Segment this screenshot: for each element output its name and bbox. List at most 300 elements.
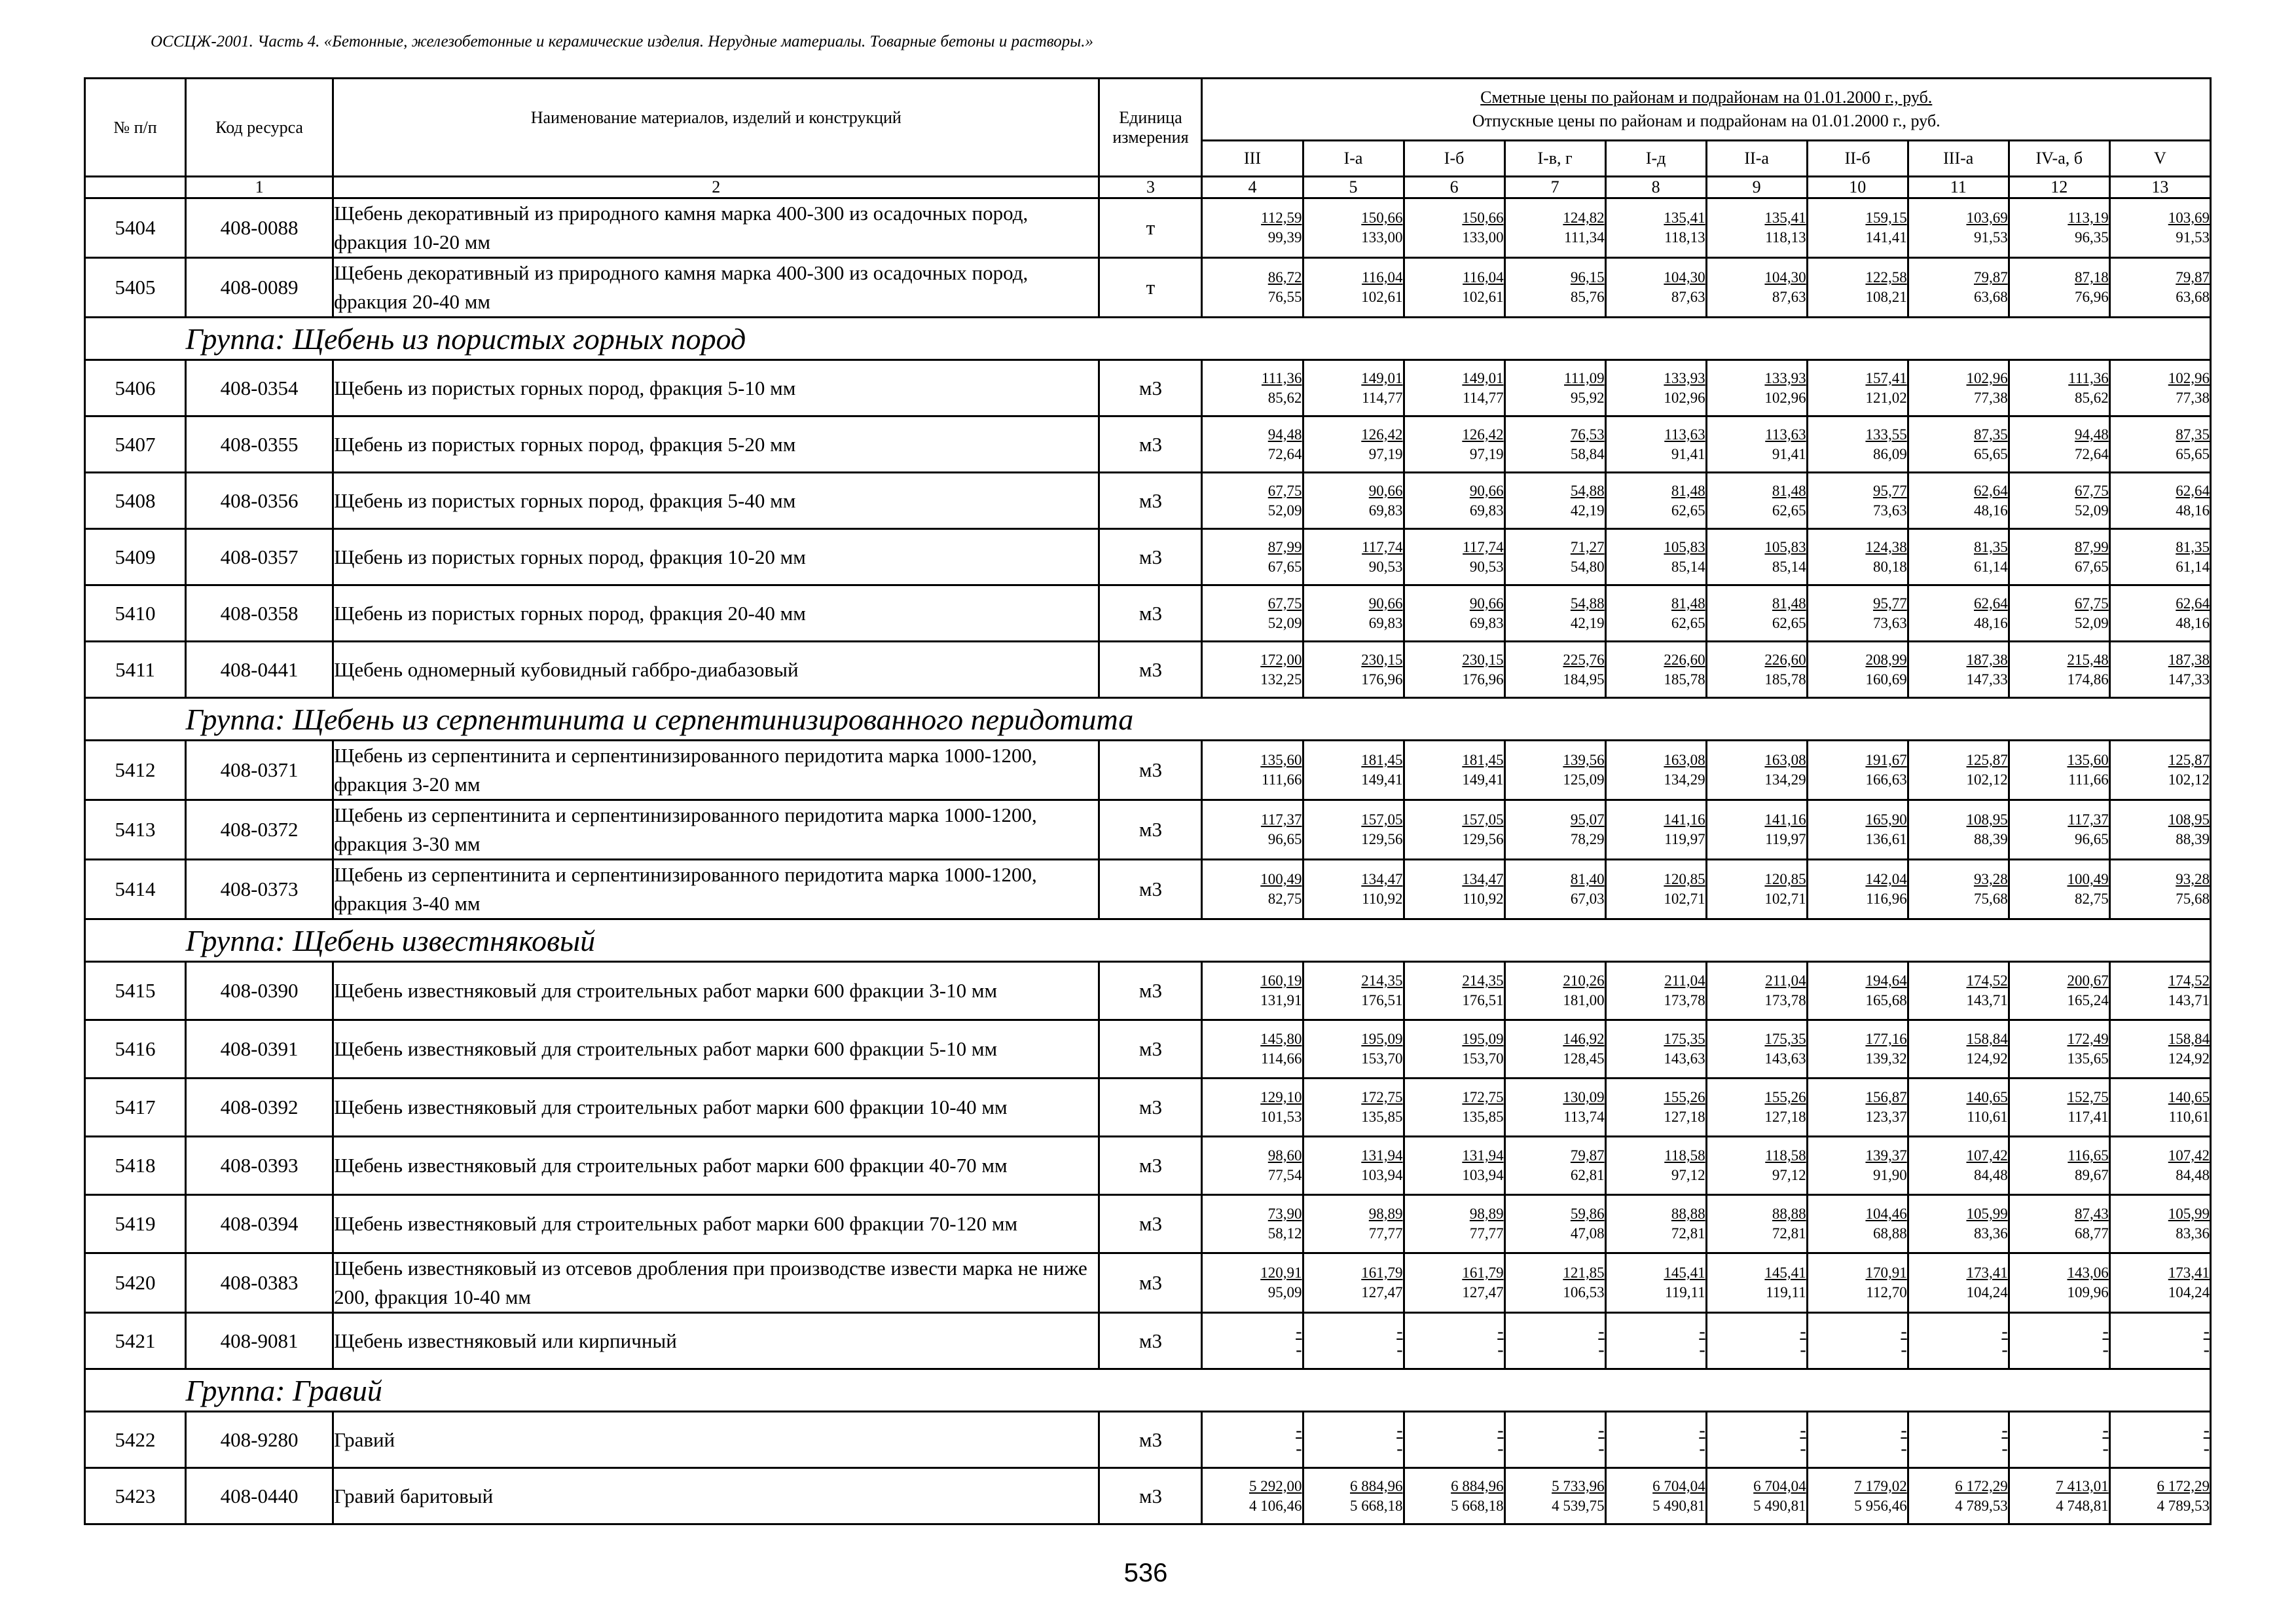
release-price: 54,80 <box>1570 558 1605 575</box>
release-price: 72,64 <box>1267 445 1302 462</box>
row-number: 5416 <box>85 1020 186 1079</box>
estimated-price: 94,48 <box>1267 426 1302 443</box>
release-price: 87,63 <box>1772 289 1806 305</box>
group-row <box>85 919 2211 962</box>
price-cell <box>1202 1468 1303 1524</box>
release-price: 75,68 <box>1973 891 2008 907</box>
price-cell <box>1706 860 1807 919</box>
release-price: 77,77 <box>1469 1225 1504 1242</box>
estimated-price: 143,06 <box>2067 1264 2109 1281</box>
price-cell <box>1504 1020 1605 1079</box>
price-cell <box>1908 962 2009 1020</box>
estimated-price: 104,46 <box>1865 1206 1907 1222</box>
release-price: 109,96 <box>2067 1284 2109 1301</box>
column-number: 6 <box>1404 177 1504 198</box>
release-price: 153,70 <box>1361 1050 1403 1067</box>
price-cell <box>1807 473 1908 529</box>
release-price: 95,09 <box>1267 1284 1302 1301</box>
price-cell <box>1404 741 1504 800</box>
estimated-price: 187,38 <box>2168 651 2210 668</box>
estimated-price: 107,42 <box>1966 1147 2008 1164</box>
release-price: 61,14 <box>1973 558 2008 575</box>
price-cell <box>1504 198 1605 258</box>
release-price: 52,09 <box>2075 614 2109 631</box>
column-number-blank <box>85 177 186 198</box>
estimated-price: 145,41 <box>1664 1264 1705 1281</box>
release-price: 5 668,18 <box>1350 1497 1403 1514</box>
release-price: 119,97 <box>1765 831 1806 847</box>
material-name: Гравий баритовый <box>333 1468 1099 1524</box>
price-cell <box>2109 962 2210 1020</box>
estimated-price: - <box>1598 1321 1605 1342</box>
estimated-price: 156,87 <box>1865 1089 1907 1105</box>
estimated-price: 134,47 <box>1462 871 1504 887</box>
price-cell <box>1908 1137 2009 1195</box>
price-cell <box>1404 1195 1504 1253</box>
material-name: Щебень из серпентинита и серпентинизированного перидотита марка 1000-1200, фракция 3-30 мм <box>333 800 1099 860</box>
release-price: 147,33 <box>2168 671 2210 688</box>
release-price: 96,65 <box>1267 831 1302 847</box>
release-price: 62,65 <box>1772 502 1806 519</box>
estimated-price: 210,26 <box>1563 972 1605 989</box>
price-cell <box>1807 198 1908 258</box>
estimated-price: 174,52 <box>1966 972 2008 989</box>
group-row-blank <box>85 1369 186 1412</box>
estimated-price: 129,10 <box>1260 1089 1302 1105</box>
estimated-price: - <box>1296 1321 1302 1342</box>
estimated-price: 107,42 <box>2168 1147 2210 1164</box>
estimated-price: 5 292,00 <box>1249 1477 1302 1494</box>
release-price: 111,66 <box>2068 771 2109 788</box>
price-cell <box>1706 473 1807 529</box>
estimated-price: 87,43 <box>2075 1206 2109 1222</box>
price-cell <box>2109 416 2210 473</box>
release-price: - <box>1296 1339 1302 1360</box>
price-cell <box>1303 360 1404 416</box>
group-row-blank <box>85 919 186 962</box>
release-price: 102,71 <box>1664 891 1705 907</box>
release-price: 4 106,46 <box>1249 1497 1302 1514</box>
estimated-price: 215,48 <box>2067 651 2109 668</box>
material-name: Щебень декоративный из природного камня марка 400-300 из осадочных пород, фракция 20-40 мм <box>333 258 1099 318</box>
price-cell <box>1404 642 1504 698</box>
price-cell <box>2109 1137 2210 1195</box>
price-cell <box>1404 1079 1504 1137</box>
price-cell <box>1202 473 1303 529</box>
estimated-price: 142,04 <box>1865 871 1907 887</box>
release-price: 127,18 <box>1664 1109 1705 1125</box>
estimated-price: 146,92 <box>1563 1031 1605 1047</box>
price-cell <box>1605 416 1706 473</box>
price-cell <box>1605 1468 1706 1524</box>
release-price: 160,69 <box>1865 671 1907 688</box>
district-header: II-б <box>1807 141 1908 177</box>
material-name: Щебень одномерный кубовидный габбро-диабазовый <box>333 642 1099 698</box>
price-cell <box>1202 741 1303 800</box>
estimated-price: 226,60 <box>1664 651 1705 668</box>
estimated-price: 177,16 <box>1865 1031 1907 1047</box>
table-row <box>85 741 2211 800</box>
price-cell <box>1807 585 1908 642</box>
table-row <box>85 1079 2211 1137</box>
price-cell <box>1504 1137 1605 1195</box>
price-cell <box>1706 198 1807 258</box>
release-price: 58,12 <box>1267 1225 1302 1242</box>
price-cell <box>1908 473 2009 529</box>
price-cell <box>1807 1137 1908 1195</box>
estimated-price: 117,37 <box>2068 811 2109 828</box>
release-price: 185,78 <box>1764 671 1806 688</box>
price-cell <box>1706 416 1807 473</box>
price-cell <box>1504 800 1605 860</box>
estimated-price: 62,64 <box>1973 595 2008 612</box>
estimated-price: 102,96 <box>2168 369 2210 386</box>
row-number: 5412 <box>85 741 186 800</box>
release-price: 173,78 <box>1764 992 1806 1008</box>
release-price: 88,39 <box>1973 831 2008 847</box>
release-price: 85,76 <box>1570 289 1605 305</box>
release-price: 4 539,75 <box>1552 1497 1605 1514</box>
price-cell <box>1807 800 1908 860</box>
release-price: 135,85 <box>1462 1109 1504 1125</box>
release-price: 77,38 <box>1973 389 2008 406</box>
release-price: 134,29 <box>1664 771 1705 788</box>
estimated-price: 135,60 <box>2067 752 2109 768</box>
price-cell <box>1303 1137 1404 1195</box>
price-cell <box>1908 800 2009 860</box>
release-price: 176,51 <box>1462 992 1504 1008</box>
estimated-price: 98,89 <box>1469 1206 1504 1222</box>
estimated-price: 211,04 <box>1765 972 1806 989</box>
price-cell <box>2109 1412 2210 1468</box>
price-cell <box>1807 529 1908 585</box>
release-price: 141,41 <box>1865 229 1907 246</box>
column-number: 8 <box>1605 177 1706 198</box>
column-number: 11 <box>1908 177 2009 198</box>
estimated-price: 6 704,04 <box>1652 1477 1705 1494</box>
estimated-price: 86,72 <box>1267 269 1302 286</box>
price-cell <box>1706 1195 1807 1253</box>
estimated-price: 111,36 <box>1261 369 1302 386</box>
estimated-price: 117,37 <box>1261 811 1302 828</box>
price-cell <box>1807 1313 1908 1369</box>
header-unit: Единица измерения <box>1099 79 1202 177</box>
estimated-price: 174,52 <box>2168 972 2210 989</box>
price-cell <box>1202 1412 1303 1468</box>
release-price: 91,53 <box>1973 229 2008 246</box>
price-cell <box>2009 1137 2109 1195</box>
release-price: 90,53 <box>1368 558 1403 575</box>
price-cell <box>1908 1020 2009 1079</box>
release-price: 136,61 <box>1865 831 1907 847</box>
release-price: 85,62 <box>1267 389 1302 406</box>
release-price: 90,53 <box>1469 558 1504 575</box>
release-price: 135,65 <box>2067 1050 2109 1067</box>
table-body <box>85 198 2211 1524</box>
district-header: III <box>1202 141 1303 177</box>
estimated-price: 152,75 <box>2067 1089 2109 1105</box>
price-cell <box>1504 473 1605 529</box>
price-cell <box>2109 585 2210 642</box>
price-cell <box>1202 800 1303 860</box>
estimated-price: 181,45 <box>1462 752 1504 768</box>
release-price: - <box>1901 1339 1907 1360</box>
header-release-prices: Отпускные цены по районам и подрайонам на 01.01.2000 г., руб. <box>1472 111 1941 130</box>
estimated-price: 175,35 <box>1764 1031 1806 1047</box>
material-name: Щебень известняковый для строительных работ марки 600 фракции 3-10 мм <box>333 962 1099 1020</box>
price-cell <box>1807 1412 1908 1468</box>
price-cell <box>1807 642 1908 698</box>
price-cell <box>1303 860 1404 919</box>
price-cell <box>1908 416 2009 473</box>
price-cell <box>1404 860 1504 919</box>
unit-cell: м3 <box>1099 360 1202 416</box>
price-cell <box>1605 1079 1706 1137</box>
price-cell <box>1908 860 2009 919</box>
price-cell <box>2009 1253 2109 1313</box>
price-cell <box>1303 1079 1404 1137</box>
release-price: 166,63 <box>1865 771 1907 788</box>
release-price: 68,77 <box>2075 1225 2109 1242</box>
resource-code: 408-0441 <box>186 642 333 698</box>
unit-cell: м3 <box>1099 962 1202 1020</box>
estimated-price: 105,83 <box>1764 538 1806 555</box>
row-number: 5415 <box>85 962 186 1020</box>
price-cell <box>1404 800 1504 860</box>
price-cell <box>1605 1020 1706 1079</box>
release-price: 97,19 <box>1469 445 1504 462</box>
estimated-price: 173,41 <box>1966 1264 2008 1281</box>
estimated-price: 226,60 <box>1764 651 1806 668</box>
release-price: 131,91 <box>1260 992 1302 1008</box>
price-cell <box>2109 1253 2210 1313</box>
release-price: 143,71 <box>2168 992 2210 1008</box>
estimated-price: 120,85 <box>1664 871 1705 887</box>
price-cell <box>1303 962 1404 1020</box>
estimated-price: - <box>1396 1321 1403 1342</box>
estimated-price: 172,75 <box>1361 1089 1403 1105</box>
material-name: Щебень из пористых горных пород, фракция 5-40 мм <box>333 473 1099 529</box>
price-cell <box>1706 585 1807 642</box>
price-cell <box>1807 860 1908 919</box>
table-row <box>85 416 2211 473</box>
estimated-price: 181,45 <box>1361 752 1403 768</box>
group-row <box>85 318 2211 360</box>
estimated-price: 135,41 <box>1764 210 1806 226</box>
release-price: 63,68 <box>2176 289 2210 305</box>
release-price: 77,77 <box>1368 1225 1403 1242</box>
estimated-price: 135,60 <box>1260 752 1302 768</box>
price-cell <box>1605 1253 1706 1313</box>
price-cell <box>2109 1313 2210 1369</box>
price-cell <box>1504 860 1605 919</box>
unit-cell: т <box>1099 258 1202 318</box>
release-price: 104,24 <box>2168 1284 2210 1301</box>
price-cell <box>1807 360 1908 416</box>
estimated-price: 150,66 <box>1361 210 1403 226</box>
price-cell <box>1303 1253 1404 1313</box>
release-price: 97,19 <box>1368 445 1403 462</box>
estimated-price: 98,60 <box>1267 1147 1302 1164</box>
release-price: 133,00 <box>1462 229 1504 246</box>
release-price: 72,81 <box>1671 1225 1705 1242</box>
release-price: 80,18 <box>1872 558 1907 575</box>
release-price: 68,88 <box>1872 1225 1907 1242</box>
price-cell <box>1504 1195 1605 1253</box>
release-price: 165,68 <box>1865 992 1907 1008</box>
district-header: IV-а, б <box>2009 141 2109 177</box>
estimated-price: 54,88 <box>1570 482 1605 499</box>
resource-code: 408-0392 <box>186 1079 333 1137</box>
estimated-price: - <box>1901 1321 1907 1342</box>
estimated-price: 87,35 <box>2176 426 2210 443</box>
price-cell <box>2009 1412 2109 1468</box>
release-price: 91,41 <box>1772 445 1806 462</box>
price-cell <box>1504 642 1605 698</box>
price-cell <box>2009 962 2109 1020</box>
estimated-price: 165,90 <box>1865 811 1907 828</box>
resource-code: 408-0373 <box>186 860 333 919</box>
estimated-price: 81,35 <box>2176 538 2210 555</box>
estimated-price: 172,75 <box>1462 1089 1504 1105</box>
release-price: 96,65 <box>2075 831 2109 847</box>
header-prices <box>1202 79 2211 141</box>
estimated-price: 230,15 <box>1361 651 1403 668</box>
release-price: 123,37 <box>1865 1109 1907 1125</box>
price-cell <box>1908 1253 2009 1313</box>
table-row <box>85 198 2211 258</box>
header-np: № п/п <box>85 79 186 177</box>
release-price: 77,38 <box>2176 389 2210 406</box>
row-number: 5410 <box>85 585 186 642</box>
estimated-price: 125,87 <box>2168 752 2210 768</box>
estimated-price: 79,87 <box>2176 269 2210 286</box>
estimated-price: 157,05 <box>1462 811 1504 828</box>
price-cell <box>1504 360 1605 416</box>
price-cell <box>2109 1020 2210 1079</box>
release-price: 110,92 <box>1362 891 1403 907</box>
price-cell <box>1605 585 1706 642</box>
release-price: 65,65 <box>2176 445 2210 462</box>
estimated-price: 90,66 <box>1368 482 1403 499</box>
release-price: - <box>1800 1438 1806 1459</box>
estimated-price: 103,69 <box>1966 210 2008 226</box>
price-cell <box>1605 360 1706 416</box>
estimated-price: - <box>1699 1321 1705 1342</box>
material-name: Щебень известняковый из отсевов дробления при производстве извести марка не ниже 200, фракция 10-40 мм <box>333 1253 1099 1313</box>
release-price: 102,61 <box>1462 289 1504 305</box>
price-cell <box>1807 1079 1908 1137</box>
unit-cell: м3 <box>1099 1468 1202 1524</box>
release-price: 95,92 <box>1570 389 1605 406</box>
estimated-price: 133,55 <box>1865 426 1907 443</box>
price-cell <box>2009 741 2109 800</box>
estimated-price: 7 413,01 <box>2056 1477 2109 1494</box>
price-cell <box>1202 1079 1303 1137</box>
release-price: 103,94 <box>1361 1167 1403 1183</box>
price-cell <box>1504 1412 1605 1468</box>
estimated-price: 67,75 <box>1267 482 1302 499</box>
price-cell <box>1807 416 1908 473</box>
price-cell <box>1303 1313 1404 1369</box>
group-title: Группа: Щебень известняковый <box>186 919 2211 962</box>
estimated-price: 131,94 <box>1462 1147 1504 1164</box>
estimated-price: 124,38 <box>1865 538 1907 555</box>
district-header: III-а <box>1908 141 2009 177</box>
release-price: 173,78 <box>1664 992 1705 1008</box>
release-price: 82,75 <box>1267 891 1302 907</box>
estimated-price: 81,48 <box>1772 482 1806 499</box>
release-price: - <box>1497 1339 1504 1360</box>
price-cell <box>1404 529 1504 585</box>
release-price: 4 789,53 <box>1955 1497 2008 1514</box>
price-cell <box>1807 1253 1908 1313</box>
estimated-price: 161,79 <box>1361 1264 1403 1281</box>
estimated-price: 208,99 <box>1865 651 1907 668</box>
estimated-price: 200,67 <box>2067 972 2109 989</box>
estimated-price: 87,99 <box>1267 538 1302 555</box>
price-cell <box>1303 473 1404 529</box>
release-price: 102,12 <box>1966 771 2008 788</box>
estimated-price: 95,77 <box>1872 595 1907 612</box>
release-price: 102,96 <box>1764 389 1806 406</box>
price-cell <box>1908 529 2009 585</box>
material-name: Гравий <box>333 1412 1099 1468</box>
release-price: 96,35 <box>2075 229 2109 246</box>
release-price: 4 748,81 <box>2056 1497 2109 1514</box>
price-cell <box>1303 1195 1404 1253</box>
price-cell <box>2009 198 2109 258</box>
row-number: 5408 <box>85 473 186 529</box>
price-cell <box>1303 258 1404 318</box>
price-cell <box>1706 1137 1807 1195</box>
resource-code: 408-0393 <box>186 1137 333 1195</box>
price-cell <box>1202 416 1303 473</box>
release-price: 85,14 <box>1671 558 1705 575</box>
estimated-price: 104,30 <box>1764 269 1806 286</box>
estimated-price: 95,77 <box>1872 482 1907 499</box>
unit-cell: м3 <box>1099 529 1202 585</box>
resource-code: 408-0371 <box>186 741 333 800</box>
price-cell <box>1504 258 1605 318</box>
resource-code: 408-0390 <box>186 962 333 1020</box>
price-cell <box>1908 1313 2009 1369</box>
price-cell <box>1202 258 1303 318</box>
price-cell <box>2109 360 2210 416</box>
release-price: 85,62 <box>2075 389 2109 406</box>
estimated-price: 126,42 <box>1462 426 1504 443</box>
estimated-price: 173,41 <box>2168 1264 2210 1281</box>
release-price: 5 956,46 <box>1854 1497 1907 1514</box>
estimated-price: 117,74 <box>1463 538 1504 555</box>
price-cell <box>1202 585 1303 642</box>
table-row <box>85 1195 2211 1253</box>
row-number: 5418 <box>85 1137 186 1195</box>
price-cell <box>1706 741 1807 800</box>
estimated-price: 120,85 <box>1764 871 1806 887</box>
estimated-price: 116,04 <box>1362 269 1403 286</box>
estimated-price: 160,19 <box>1260 972 1302 989</box>
release-price: 181,00 <box>1563 992 1605 1008</box>
estimated-price: 120,91 <box>1260 1264 1302 1281</box>
estimated-price: 141,16 <box>1664 811 1705 828</box>
release-price: 117,41 <box>2068 1109 2109 1125</box>
release-price: 5 490,81 <box>1652 1497 1705 1514</box>
price-cell <box>1504 529 1605 585</box>
release-price: 110,92 <box>1463 891 1504 907</box>
release-price: 143,63 <box>1764 1050 1806 1067</box>
price-cell <box>1807 1468 1908 1524</box>
